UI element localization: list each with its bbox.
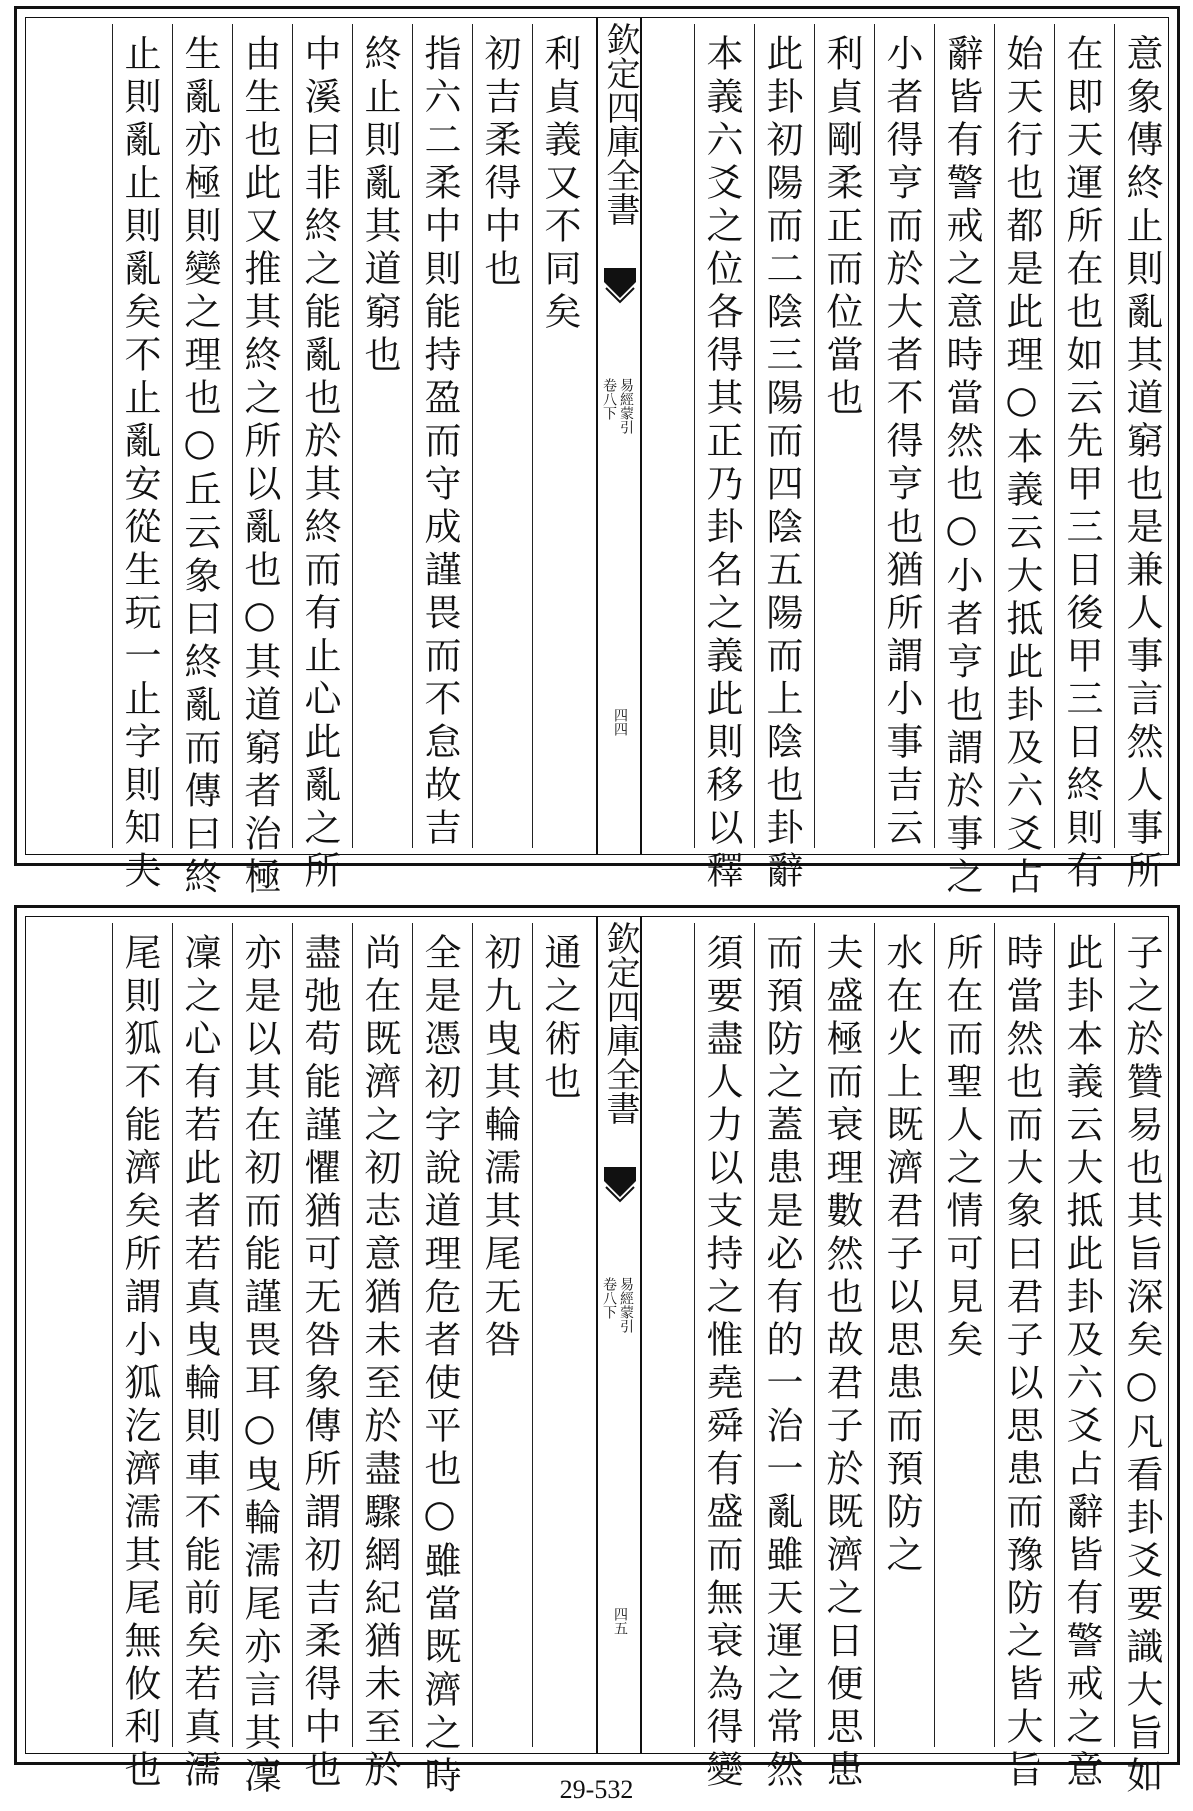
- text-column: [694, 923, 748, 1793]
- text-column: [874, 923, 928, 1747]
- text-column: [694, 24, 748, 894]
- fishtail-ornament-icon: [604, 268, 636, 308]
- column-text: 亦是以其在初而能謹畏耳○曳輪濡尾亦言其凜: [238, 933, 281, 1799]
- text-column: [934, 923, 988, 1747]
- column-text: 中溪曰非終之能亂也於其終而有止心此亂之所: [298, 34, 341, 894]
- spine-column: [596, 18, 642, 854]
- text-column: [112, 24, 166, 894]
- spine-volume: 卷八下: [601, 378, 617, 420]
- spine-title: 欽定四庫全書: [600, 921, 640, 1125]
- text-column: [472, 24, 526, 848]
- column-text: 小者得亨而於大者不得亨也猶所謂小事吉云: [880, 34, 923, 851]
- text-column: [754, 24, 808, 894]
- text-column: [934, 24, 988, 900]
- spine-column: [596, 917, 642, 1753]
- text-column: [112, 923, 166, 1793]
- column-text: 此卦本義云大抵此卦及六爻占辭皆有警戒之意: [1060, 933, 1103, 1793]
- text-column: [172, 923, 226, 1793]
- column-text: 盡弛苟能謹懼猶可无咎象傳所謂初吉柔得中也: [298, 933, 341, 1793]
- column-text: 利貞剛柔正而位當也: [820, 34, 863, 421]
- text-column: [172, 24, 226, 900]
- text-column: [532, 923, 586, 1747]
- top-page-frame: [25, 17, 1169, 900]
- column-text: 本義六爻之位各得其正乃卦名之義此則移以釋: [700, 34, 743, 894]
- text-column: [994, 923, 1048, 1793]
- text-column: [412, 923, 466, 1799]
- column-text: 所在而聖人之情可見矣: [940, 933, 983, 1363]
- column-text: 水在火上既濟君子以思患而預防之: [880, 933, 923, 1578]
- column-text: 意象傳終止則亂其道窮也是兼人事言然人事所: [1120, 34, 1163, 894]
- column-text: 子之於贊易也其旨深矣○凡看卦爻要識大旨如: [1120, 933, 1163, 1799]
- top-page: [14, 6, 1180, 900]
- text-column: [472, 923, 526, 1747]
- text-column: [352, 24, 406, 848]
- spine-volume: 卷八下: [601, 1277, 617, 1319]
- column-text: 利貞義又不同矣: [538, 34, 581, 335]
- column-text: 尚在既濟之初志意猶未至於盡驟網紀猶未至於: [358, 933, 401, 1793]
- fishtail-ornament-icon: [604, 1167, 636, 1207]
- column-text: 時當然也而大象曰君子以思患而豫防之皆大旨: [1000, 933, 1043, 1793]
- text-column: [232, 923, 286, 1799]
- spine-title: 欽定四庫全書: [600, 22, 640, 226]
- column-text: 而預防之蓋患是必有的一治一亂雖天運之常然: [760, 933, 803, 1793]
- column-text: 指六二柔中則能持盈而守成謹畏而不怠故吉: [418, 34, 461, 851]
- text-column: [292, 24, 346, 894]
- spine-page-number: 四四: [612, 708, 628, 736]
- column-text: 始天行也都是此理○本義云大抵此卦及六爻占: [1000, 34, 1043, 900]
- text-column: [412, 24, 466, 851]
- column-text: 夫盛極而衰理數然也故君子於既濟之日便思患: [820, 933, 863, 1793]
- column-text: 生亂亦極則變之理也○丘云象曰終亂而傳曰終: [178, 34, 221, 900]
- text-column: [532, 24, 586, 848]
- column-text: 終止則亂其道窮也: [358, 34, 401, 378]
- page-footer-number: 29-532: [559, 1775, 634, 1804]
- text-column: [994, 24, 1048, 900]
- text-column: [874, 24, 928, 851]
- text-column: [292, 923, 346, 1793]
- column-text: 尾則狐不能濟矣所謂小狐汔濟濡其尾無攸利也: [118, 933, 161, 1793]
- column-text: 此卦初陽而二陰三陽而四陰五陽而上陰也卦辭: [760, 34, 803, 894]
- text-column: [1114, 923, 1168, 1799]
- column-text: 須要盡人力以支持之惟堯舜有盛而無衰為得變: [700, 933, 743, 1793]
- text-column: [232, 24, 286, 900]
- column-text: 全是憑初字說道理危者使平也○雖當既濟之時: [418, 933, 461, 1799]
- spine-book-name: 易經蒙引: [618, 1277, 634, 1333]
- column-text: 初九曳其輪濡其尾无咎: [478, 933, 521, 1363]
- text-column: [1054, 24, 1108, 894]
- column-text: 在即天運所在也如云先甲三日後甲三日終則有: [1060, 34, 1103, 894]
- text-column: [814, 923, 868, 1793]
- column-text: 辭皆有警戒之意時當然也○小者亨也謂於事之: [940, 34, 983, 900]
- spine-page-number: 四五: [612, 1607, 628, 1635]
- column-text: 通之術也: [538, 933, 581, 1105]
- text-column: [352, 923, 406, 1793]
- text-column: [1054, 923, 1108, 1793]
- text-column: [814, 24, 868, 848]
- column-text: 初吉柔得中也: [478, 34, 521, 292]
- column-text: 凜之心有若此者若真曳輪則車不能前矣若真濡: [178, 933, 221, 1793]
- spine-book-name: 易經蒙引: [618, 378, 634, 434]
- text-column: [1114, 24, 1168, 894]
- column-text: 由生也此又推其終之所以亂也○其道窮者治極: [238, 34, 281, 900]
- column-text: 止則亂止則亂矣不止亂安從生玩一止字則知夫: [118, 34, 161, 894]
- text-column: [754, 923, 808, 1793]
